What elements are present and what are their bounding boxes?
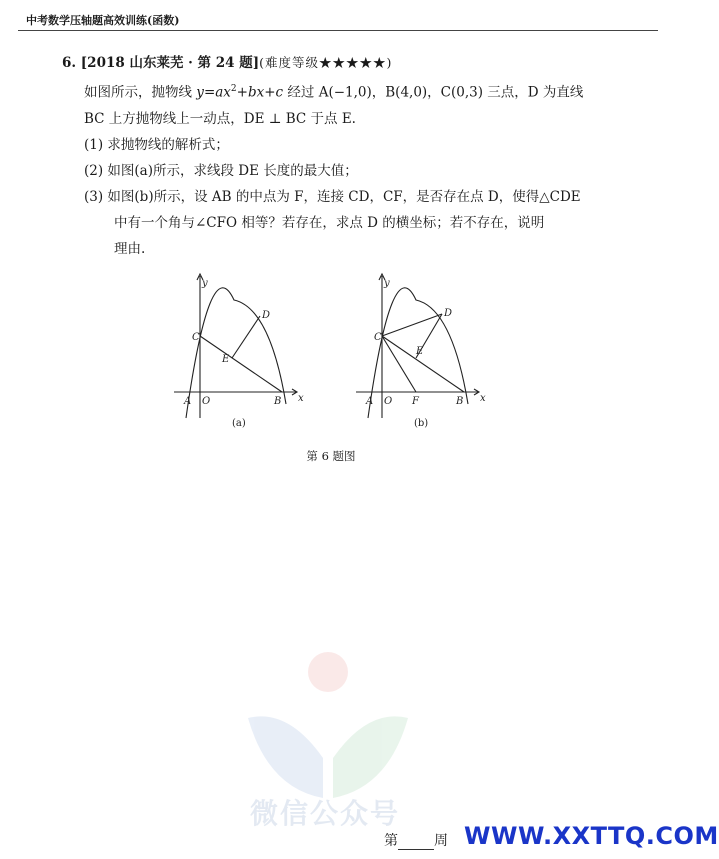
problem-stem-line-1 [62, 76, 622, 106]
stem-text-points: 经过 A(−1,0)，B(4,0)，C(0,3) 三点，D 为直线 [283, 84, 584, 101]
label-c: C [374, 332, 382, 343]
site-url[interactable]: WWW.XXTTQ.COM [464, 822, 719, 850]
label-a: A [184, 396, 192, 407]
label-f: F [412, 396, 419, 407]
label-e: E [222, 354, 230, 365]
difficulty-rating: (难度等级★★★★★) [259, 55, 393, 70]
figure-b-diagram [352, 268, 492, 438]
running-header: 中考数学压轴题高效训练(函数) [26, 14, 180, 27]
figure-b [352, 268, 492, 442]
label-y: y [202, 278, 208, 289]
label-c: C [192, 332, 200, 343]
stem-var-ax: ax [215, 84, 231, 101]
figure-a-caption: (a) [232, 418, 246, 429]
segment-cd [382, 314, 442, 336]
label-e: E [416, 346, 424, 357]
label-x: x [480, 393, 486, 404]
stem-var-y: y [196, 84, 204, 101]
label-o: O [384, 396, 393, 407]
header-rule [18, 30, 658, 31]
problem-stem-line-2: BC 上方抛物线上一动点，DE ⊥ BC 于点 E. [84, 110, 356, 127]
problem-6 [62, 50, 622, 262]
segment-cf [382, 336, 416, 392]
label-a: A [366, 396, 374, 407]
problem-source: [2018 山东莱芜 · 第 24 题] [80, 55, 260, 71]
question-3-line-1: (3) 如图(b)所示，设 AB 的中点为 F，连接 CD，CF，是否存在点 D，使得△CDE [84, 188, 581, 205]
line-bc [382, 336, 464, 392]
watermark-text: 微信公众号 [250, 797, 401, 830]
stem-eq: = [203, 84, 216, 101]
label-b: B [456, 396, 464, 407]
footer-week [384, 830, 448, 850]
question-1: (1) 求抛物线的解析式； [84, 136, 229, 153]
question-3-line-3: 理由. [114, 240, 146, 257]
label-d: D [262, 310, 271, 321]
segment-de [232, 316, 260, 358]
problem-number: 6. [62, 55, 77, 71]
figure-a [170, 268, 310, 442]
label-y: y [384, 278, 390, 289]
week-blank [398, 835, 434, 850]
figure-a-diagram [170, 268, 310, 438]
figure-caption: 第 6 题图 [306, 449, 356, 463]
question-3-line-2: 中有一个角与∠CFO 相等？若存在，求点 D 的横坐标；若不存在，说明 [114, 214, 545, 231]
stem-var-bxc: +bx+c [236, 84, 284, 101]
label-o: O [202, 396, 211, 407]
label-b: B [274, 396, 282, 407]
stem-exponent: 2 [230, 84, 237, 94]
label-d: D [444, 308, 453, 319]
figure-b-caption: (b) [414, 418, 429, 429]
question-2: (2) 如图(a)所示，求线段 DE 长度的最大值； [84, 162, 358, 179]
label-x: x [298, 393, 304, 404]
stem-text: 如图所示，抛物线 [84, 84, 197, 101]
week-suffix: 周 [434, 833, 448, 849]
problem-title [62, 50, 622, 76]
week-prefix: 第 [384, 833, 398, 849]
